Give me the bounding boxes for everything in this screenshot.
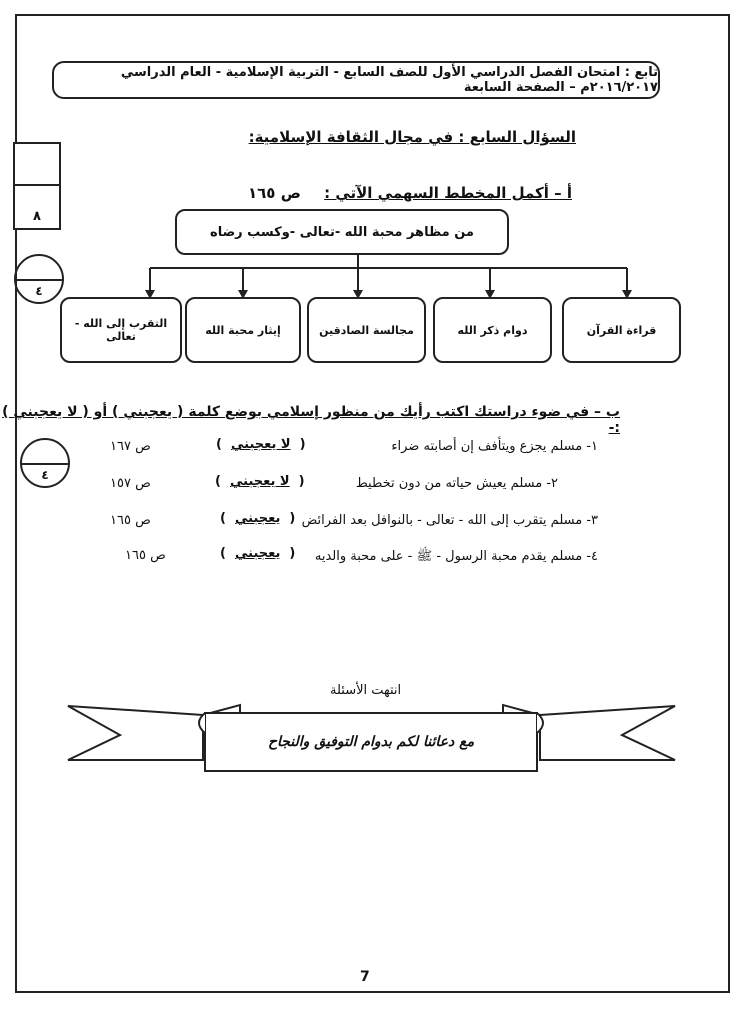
- branch-3-text: مجالسة الصادقين: [319, 323, 414, 337]
- part-b-item-3-page-ref: ص ١٦٥: [110, 513, 151, 528]
- part-b-item-4-text: ٤- مسلم يقدم محبة الرسول - ﷺ - على محبة والديه: [314, 549, 598, 564]
- part-b-item-4-answer: ( يعجبني ): [220, 546, 296, 561]
- header-title: تابع : امتحان الفصل الدراسي الأول للصف السابع - التربية الإسلامية - العام الدراسي ٢٠١٦/٢٠١٧م – الصفحة السابعة: [120, 65, 658, 95]
- item-3-answer-word: يعجبني: [235, 511, 281, 526]
- branch-4-text: إيثار محبة الله: [205, 323, 281, 337]
- part-b-item-2-text: ٢- مسلم يعيش حياته من دون تخطيط: [355, 476, 558, 491]
- part-b-item-2-answer: ( لا يعجبني ): [215, 474, 305, 489]
- part-b-item-2-page-ref: ص ١٥٧: [110, 476, 151, 491]
- part-b-item-3-answer: ( يعجبني ): [220, 511, 296, 526]
- diagram-root-text: من مظاهر محبة الله -تعالى -وكسب رضاه: [210, 224, 474, 240]
- part-b-item-1-answer: ( لا يعجبني ): [216, 437, 306, 452]
- score-circle-b-value: ٤: [41, 468, 49, 482]
- part-b-item-4-page-ref: ص ١٦٥: [125, 548, 166, 563]
- question-7-title: السؤال السابع : في مجال الثقافة الإسلامية:: [248, 128, 576, 146]
- ribbon-message: [205, 713, 537, 771]
- item-4-answer-word: يعجبني: [235, 546, 281, 561]
- item-2-answer-word: لا يعجبني: [230, 474, 290, 489]
- part-a-title: أ – أكمل المخطط السهمي الآتي :: [324, 184, 572, 202]
- score-total-value: ٨: [33, 209, 41, 224]
- ribbon-message-text: مع دعائنا لكم بدوام التوفيق والنجاح: [267, 734, 475, 750]
- part-b-item-3-text: ٣- مسلم يتقرب إلى الله - تعالى - بالنوافل بعد الفرائض: [301, 513, 598, 528]
- branch-5-text: التقرب إلى الله - تعالى: [74, 317, 168, 343]
- end-of-questions-text: انتهت الأسئلة: [330, 683, 402, 698]
- branch-1-text: قراءة القرآن: [586, 323, 657, 337]
- item-1-answer-word: لا يعجبني: [231, 437, 291, 452]
- page-number: 7: [360, 969, 370, 985]
- score-circle-a-value: ٤: [35, 284, 43, 298]
- part-b-item-1-page-ref: ص ١٦٧: [110, 439, 151, 454]
- part-b-title: ب – في ضوء دراستك اكتب رأيك من منظور إسلامي بوضع كلمة ( يعجبني ) أو ( لا يعجبني ) :-: [2, 404, 620, 436]
- part-b-item-1-text: ١- مسلم يجزع ويتأفف إن أصابته ضراء: [391, 439, 598, 454]
- branch-2-text: دوام ذكر الله: [457, 323, 528, 337]
- part-a-page-ref: ص ١٦٥: [248, 184, 301, 202]
